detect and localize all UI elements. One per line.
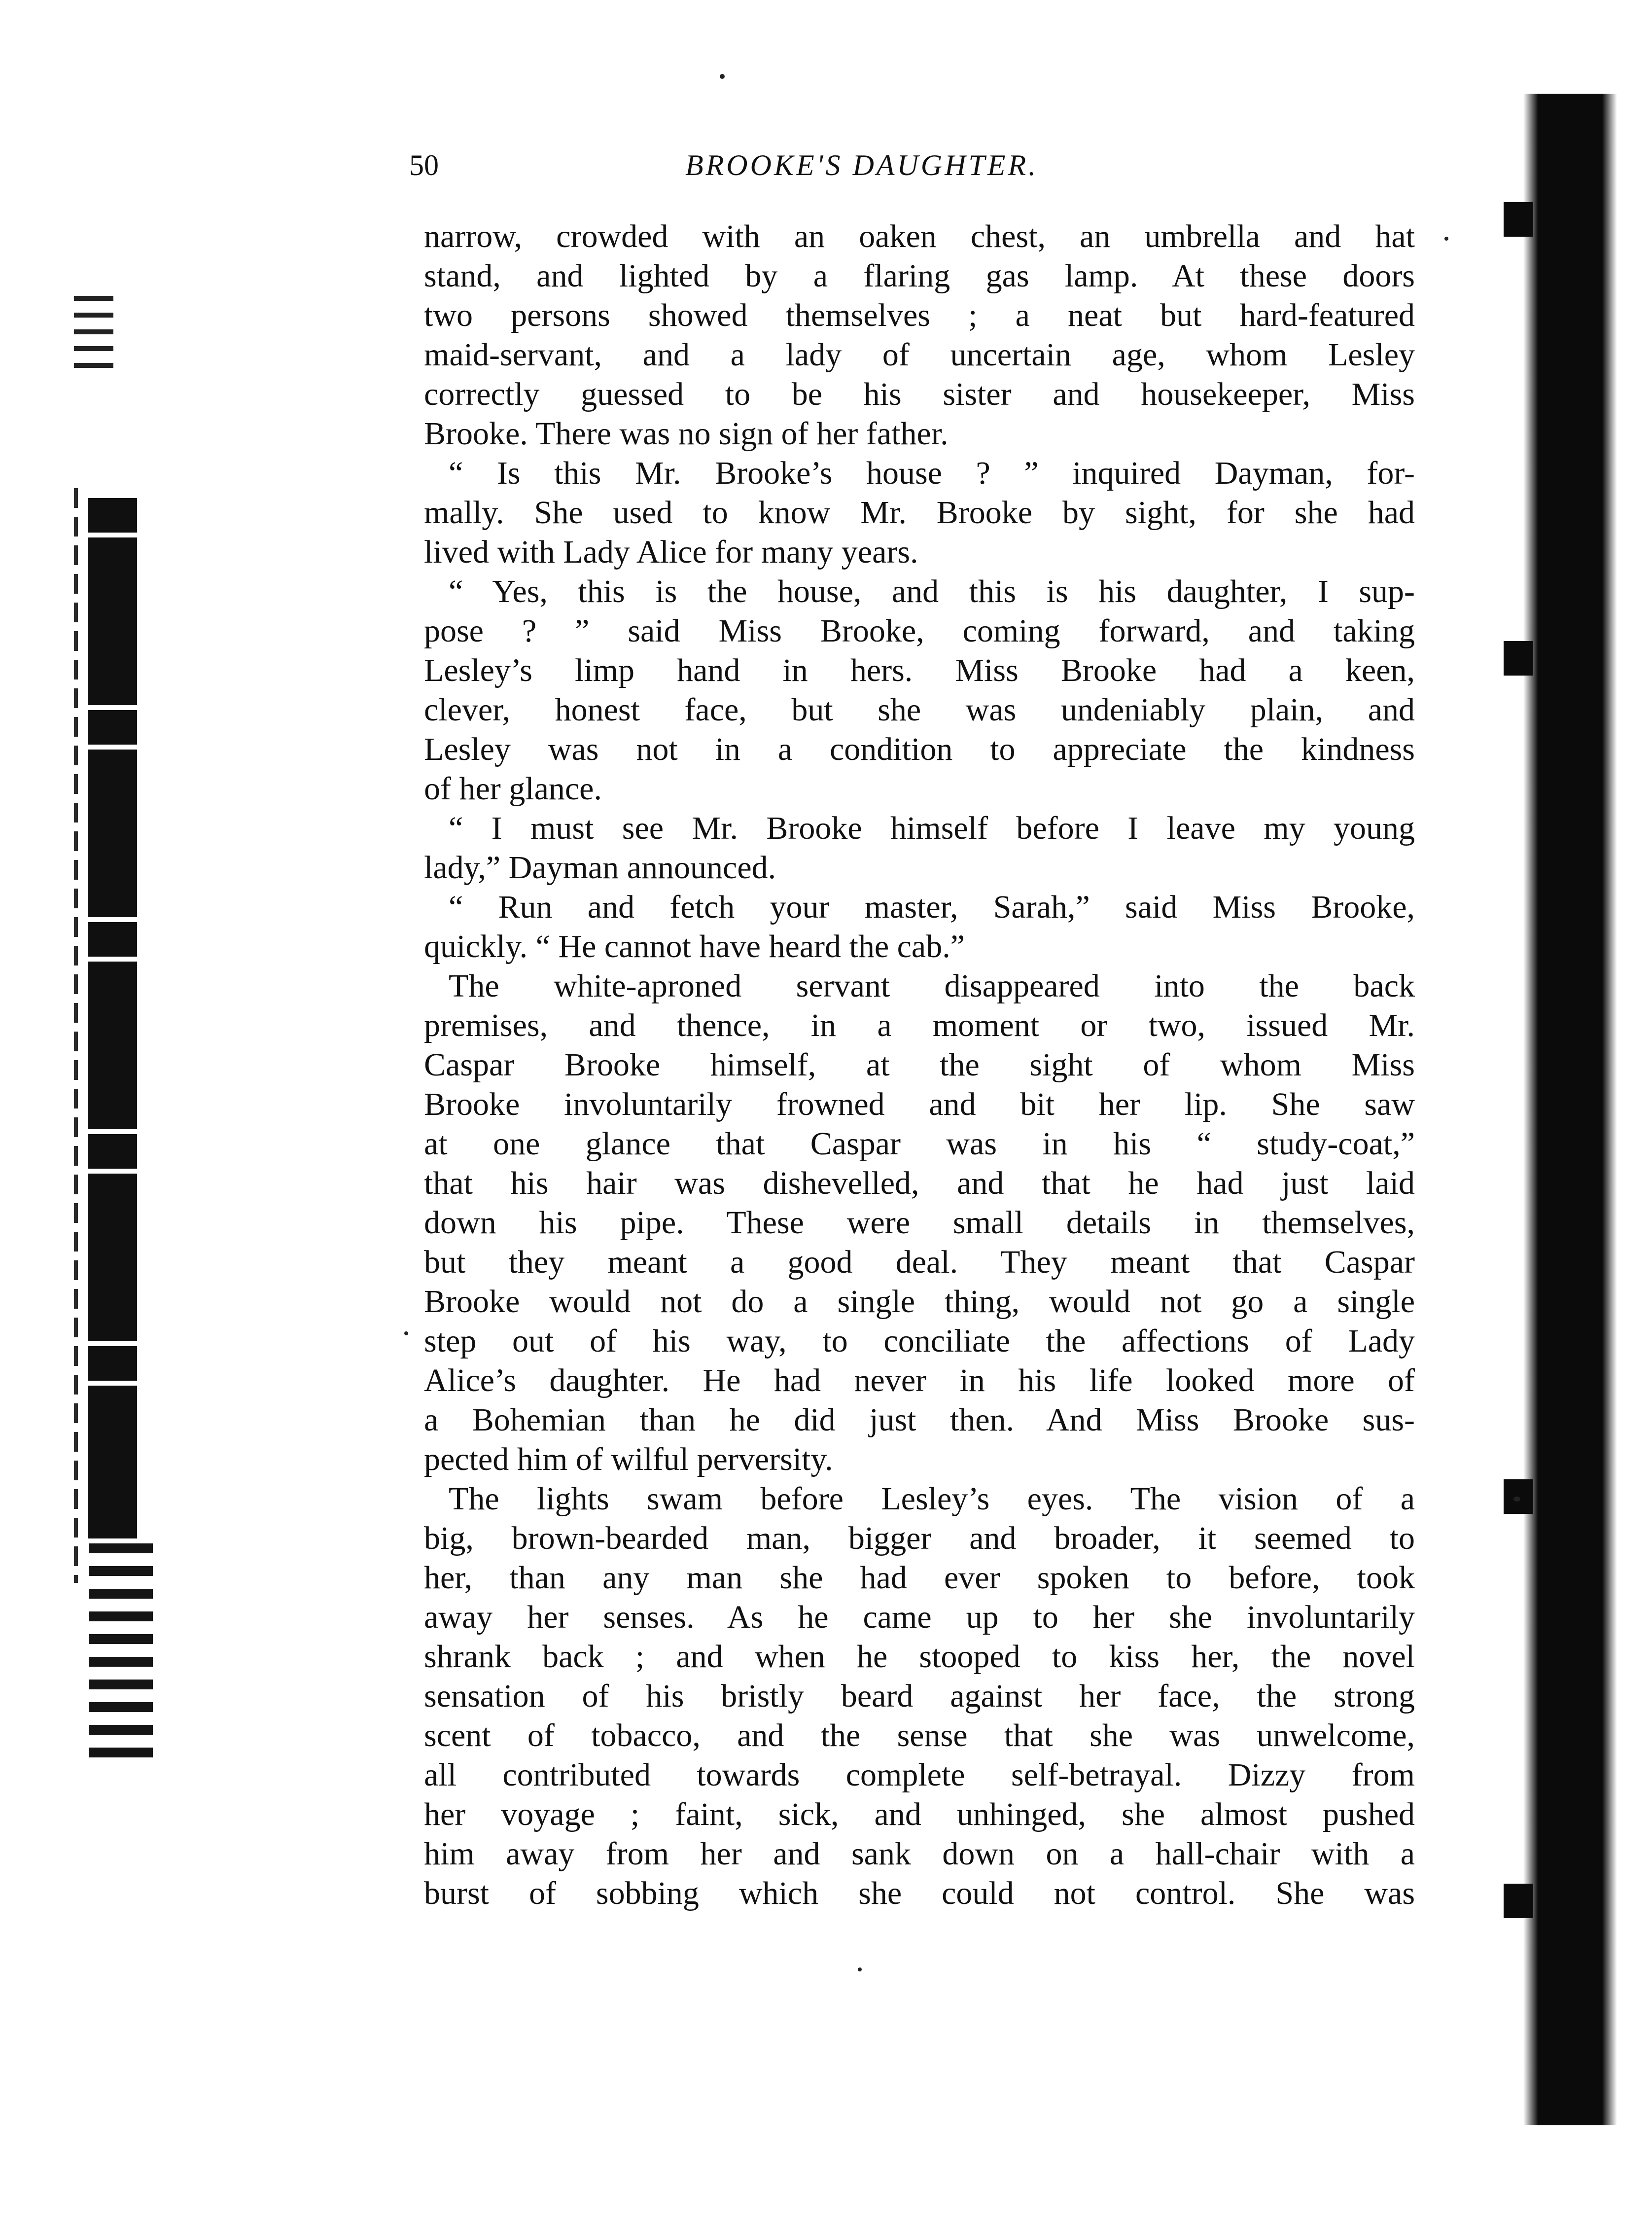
scan-notch (1504, 1884, 1533, 1918)
text-line: Caspar Brooke himself, at the sight of whom Miss (424, 1047, 1415, 1083)
text-line: big, brown-bearded man, bigger and broader, it seemed to (424, 1520, 1415, 1556)
scan-binding-edge-left-thin (74, 488, 78, 1583)
text-line: Alice’s daughter. He had never in his life looked more of (424, 1362, 1415, 1398)
text-line: but they meant a good deal. They meant that Caspar (424, 1244, 1415, 1280)
scan-speck (1444, 237, 1448, 241)
running-title: BROOKE'S DAUGHTER. (685, 149, 1039, 181)
text-line: correctly guessed to be his sister and housekeeper, Miss (424, 376, 1415, 412)
scan-speck (720, 74, 725, 79)
scan-notch (1504, 202, 1533, 237)
text-line: lived with Lady Alice for many years. (424, 534, 918, 570)
paragraph (424, 966, 1415, 1479)
text-line: “ Is this Mr. Brooke’s house ? ” inquired Dayman, for- (449, 455, 1415, 491)
text-line: clever, honest face, but she was undeniably plain, and (424, 692, 1415, 728)
text-line: burst of sobbing which she could not control. She was (424, 1875, 1415, 1911)
text-line: stand, and lighted by a flaring gas lamp. At these doors (424, 258, 1415, 294)
text-line: The white-aproned servant disappeared into the back (449, 968, 1415, 1004)
text-line: “ Run and fetch your master, Sarah,” said Miss Brooke, (449, 889, 1415, 925)
text-line: him away from her and sank down on a hall-chair with a (424, 1836, 1415, 1872)
text-line: of her glance. (424, 771, 602, 807)
scan-speck (1513, 1497, 1520, 1502)
scan-marks-left-lower (89, 1543, 153, 1770)
text-line: away her senses. As he came up to her she involuntarily (424, 1599, 1415, 1635)
text-line: premises, and thence, in a moment or two, issued Mr. (424, 1007, 1415, 1043)
scan-marks-left-upper (74, 296, 113, 375)
text-line: at one glance that Caspar was in his “ study-coat,” (424, 1126, 1415, 1162)
text-line: maid-servant, and a lady of uncertain age, whom Lesley (424, 337, 1415, 373)
text-line: quickly. “ He cannot have heard the cab.” (424, 929, 965, 965)
text-line: a Bohemian than he did just then. And Miss Brooke sus- (424, 1402, 1415, 1438)
paragraph (424, 809, 1415, 888)
text-line: narrow, crowded with an oaken chest, an umbrella and hat (424, 218, 1415, 254)
text-line: scent of tobacco, and the sense that she was unwelcome, (424, 1717, 1415, 1753)
text-line: “ Yes, this is the house, and this is his daughter, I sup- (449, 573, 1415, 609)
paragraph (424, 1479, 1415, 1913)
text-line: sensation of his bristly beard against her face, the strong (424, 1678, 1415, 1714)
text-line: her voyage ; faint, sick, and unhinged, she almost pushed (424, 1796, 1415, 1832)
body-text (424, 217, 1415, 1913)
text-line: step out of his way, to conciliate the affections of Lady (424, 1323, 1415, 1359)
paragraph (424, 572, 1415, 809)
text-line: “ I must see Mr. Brooke himself before I leave my young (449, 810, 1415, 846)
text-line: shrank back ; and when he stooped to kiss her, the novel (424, 1639, 1415, 1675)
text-line: Lesley was not in a condition to appreciate the kindness (424, 731, 1415, 767)
text-line: down his pipe. These were small details in themselves, (424, 1205, 1415, 1241)
paragraph (424, 454, 1415, 572)
text-line: Lesley’s limp hand in hers. Miss Brooke had a keen, (424, 652, 1415, 688)
text-line: mally. She used to know Mr. Brooke by sight, for she had (424, 495, 1415, 531)
text-line: pected him of wilful perversity. (424, 1441, 833, 1477)
text-line: that his hair was dishevelled, and that he had just laid (424, 1165, 1415, 1201)
text-line: lady,” Dayman announced. (424, 850, 776, 886)
text-line: Brooke would not do a single thing, would not go a single (424, 1284, 1415, 1320)
scan-notch (1504, 641, 1533, 676)
text-line: her, than any man she had ever spoken to before, took (424, 1560, 1415, 1596)
scan-binding-edge-right (1523, 94, 1617, 2125)
page-number: 50 (409, 149, 439, 181)
text-line: Brooke involuntarily frowned and bit her lip. She saw (424, 1086, 1415, 1122)
text-line: Brooke. There was no sign of her father. (424, 416, 949, 452)
paragraph (424, 888, 1415, 966)
scan-speck (404, 1331, 408, 1335)
text-line: two persons showed themselves ; a neat but hard-featured (424, 297, 1415, 333)
scan-speck (858, 1967, 862, 1971)
scan-binding-edge-left (88, 498, 137, 1538)
paragraph (424, 217, 1415, 454)
text-line: The lights swam before Lesley’s eyes. The vision of a (449, 1481, 1415, 1517)
text-line: pose ? ” said Miss Brooke, coming forward, and taking (424, 613, 1415, 649)
text-line: all contributed towards complete self-betrayal. Dizzy from (424, 1757, 1415, 1793)
